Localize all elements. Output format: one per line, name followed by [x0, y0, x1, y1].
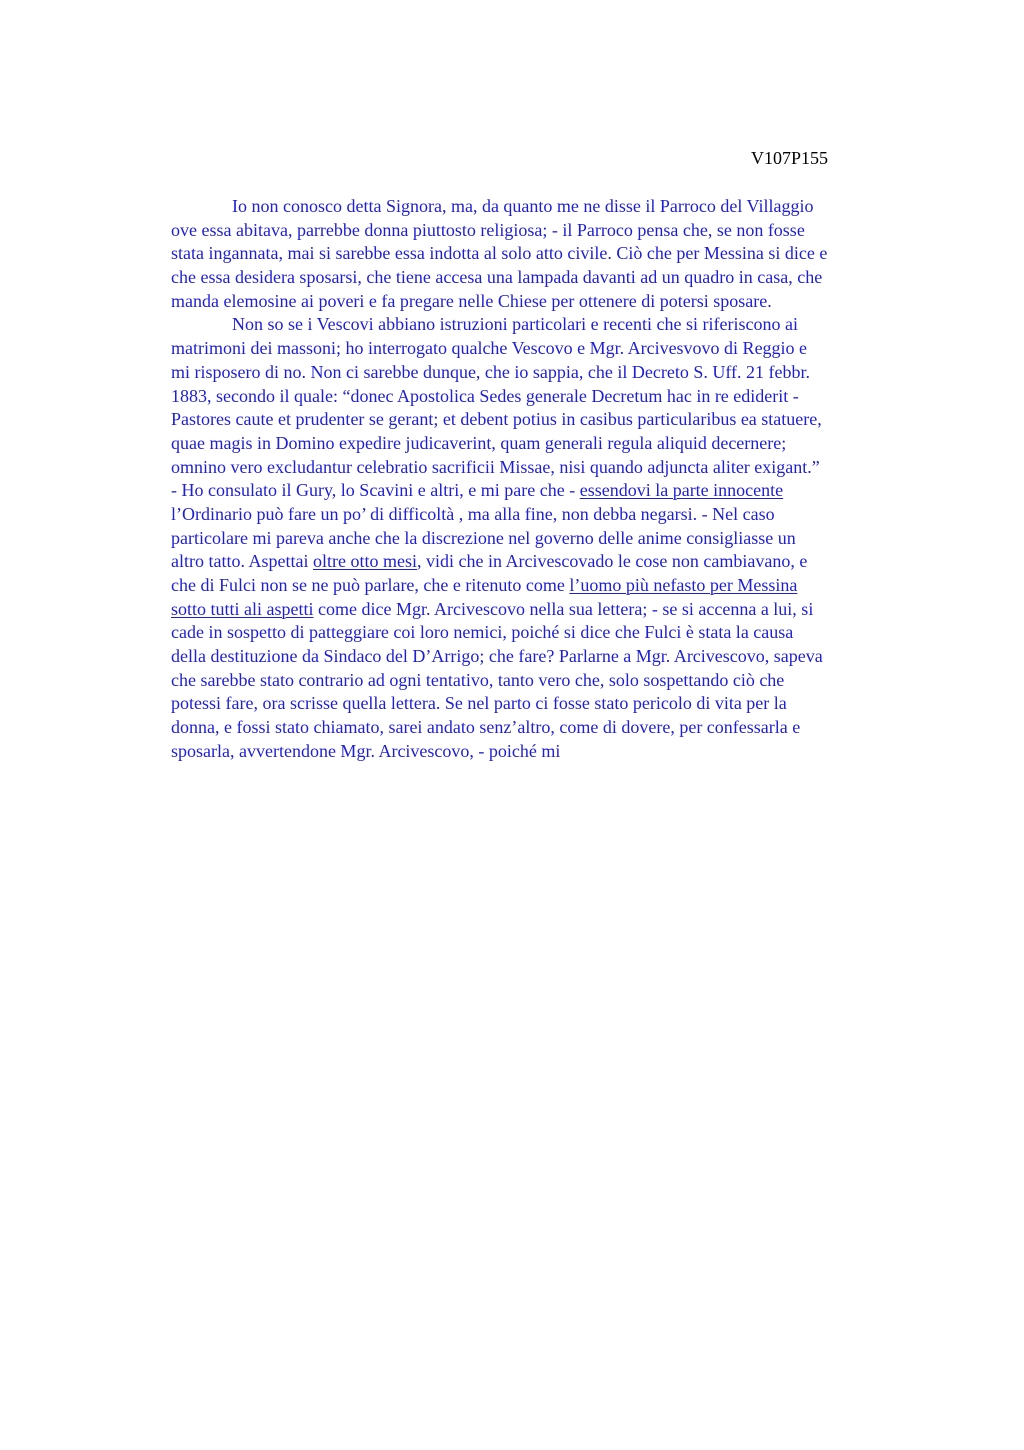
- text-line: [171, 645, 931, 669]
- text-segment: quae magis in Domino expedire judicaverint, quam generali regula aliquid decernere;: [171, 432, 787, 453]
- text-line: [171, 385, 931, 409]
- text-line: [171, 337, 931, 361]
- text-line: [171, 621, 931, 645]
- text-segment: - Ho consulato il Gury, lo Scavini e altri, e mi pare che -: [171, 480, 580, 501]
- text-line: [171, 598, 931, 622]
- text-segment: mi risposero di no. Non ci sarebbe dunque, che io sappia, che il Decreto S. Uff. 21 febbr.: [171, 361, 810, 382]
- text-segment: donna, e fossi stato chiamato, sarei andato senz’altro, come di dovere, per confessarla e: [171, 717, 801, 738]
- document-body: [171, 195, 931, 764]
- text-line: [171, 740, 931, 764]
- text-line: [171, 195, 931, 219]
- underlined-text: oltre otto mesi: [312, 551, 417, 572]
- text-segment: omnino vero excludantur celebratio sacrificii Missae, nisi quando adjuncta aliter exigant.”: [171, 456, 820, 477]
- text-segment: particolare mi pareva anche che la discrezione nel governo delle anime consigliasse un: [171, 527, 796, 548]
- text-line: [171, 313, 931, 337]
- text-line: [171, 479, 931, 503]
- text-segment: potessi fare, ora scrisse quella lettera. Se nel parto ci fosse stato pericolo di vita per la: [171, 693, 787, 714]
- text-segment: , vidi che in Arcivescovado le cose non cambiavano, e: [416, 551, 808, 572]
- text-segment: stata ingannata, mai si sarebbe essa indotta al solo atto civile. Ciò che per Messina si dice e: [171, 243, 828, 264]
- text-segment: Io non conosco detta Signora, ma, da quanto me ne disse il Parroco del Villaggio: [232, 196, 814, 216]
- underlined-text: l’uomo più nefasto per Messina: [569, 575, 798, 595]
- text-segment: che di Fulci non se ne può parlare, che e ritenuto come: [171, 575, 570, 595]
- text-line: [171, 550, 931, 574]
- text-line: [171, 219, 931, 243]
- text-line: [171, 432, 931, 456]
- text-line: [171, 503, 931, 527]
- text-line: [171, 290, 931, 314]
- text-line: [171, 574, 931, 598]
- text-segment: che sarebbe stato contrario ad ogni tentativo, tanto vero che, solo sospettando ciò che: [171, 669, 785, 690]
- text-segment: manda elemosine ai poveri e fa pregare nelle Chiese per ottenere di potersi sposare.: [171, 290, 772, 311]
- text-line: [171, 242, 931, 266]
- text-line: [171, 456, 931, 480]
- page-reference: V107P155: [751, 148, 829, 168]
- text-segment: che essa desidera sposarsi, che tiene accesa una lampada davanti ad un quadro in casa, che: [171, 267, 823, 288]
- text-segment: come dice Mgr. Arcivescovo nella sua lettera; - se si accenna a lui, si: [313, 598, 814, 619]
- text-segment: matrimoni dei massoni; ho interrogato qualche Vescovo e Mgr. Arcivesvovo di Reggio e: [171, 338, 808, 359]
- text-line: [171, 361, 931, 385]
- text-segment: della destituzione da Sindaco del D’Arrigo; che fare? Parlarne a Mgr. Arcivescovo, sapeva: [171, 646, 823, 667]
- text-segment: cade in sospetto di patteggiare coi loro nemici, poiché si dice che Fulci è stata la causa: [171, 622, 794, 643]
- text-line: [171, 716, 931, 740]
- text-segment: sposarla, avvertendone Mgr. Arcivescovo, - poiché mi: [171, 740, 561, 761]
- text-segment: altro tatto. Aspettai: [171, 551, 313, 572]
- text-segment: l’Ordinario può fare un po’ di difficoltà , ma alla fine, non debba negarsi. - Nel caso: [171, 503, 775, 524]
- text-segment: ove essa abitava, parrebbe donna piuttosto religiosa; - il Parroco pensa che, se non fosse: [171, 219, 805, 240]
- text-line: [171, 266, 931, 290]
- text-segment: Pastores caute et prudenter se gerant; et debent potius in casibus particularibus ea statuere,: [171, 409, 822, 430]
- text-line: [171, 669, 931, 693]
- text-line: [171, 527, 931, 551]
- text-segment: 1883, secondo il quale: “donec Apostolica Sedes generale Decretum hac in re ediderit -: [171, 385, 799, 406]
- text-segment: Non so se i Vescovi abbiano istruzioni particolari e recenti che si riferiscono ai: [232, 314, 798, 335]
- text-line: [171, 408, 931, 432]
- underlined-text: sotto tutti ali aspetti: [171, 598, 314, 619]
- underlined-text: essendovi la parte innocente: [579, 480, 784, 501]
- text-line: [171, 692, 931, 716]
